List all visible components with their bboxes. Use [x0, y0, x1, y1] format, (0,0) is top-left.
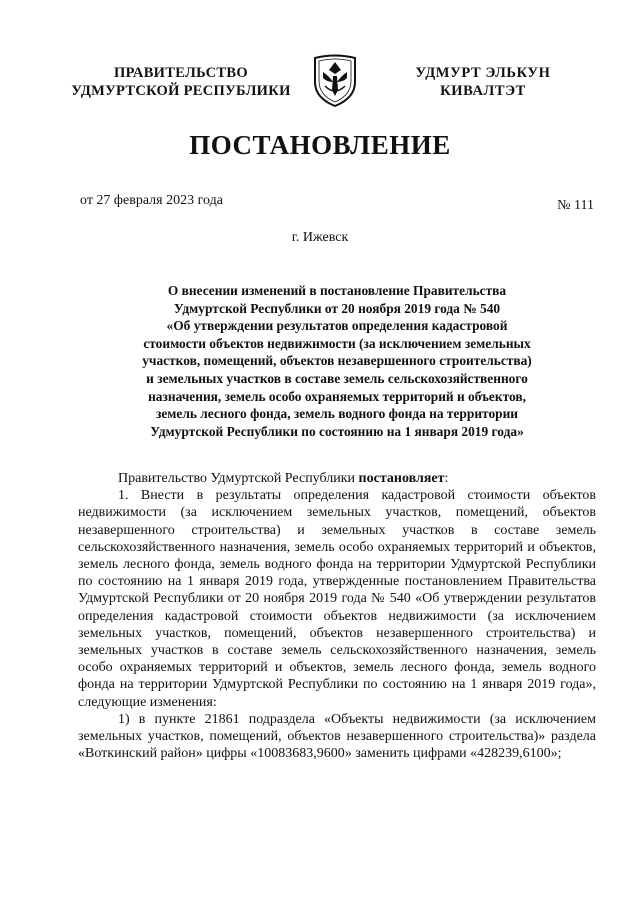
issuer-udmurt — [388, 64, 578, 100]
subject-line: участков, помещений, объектов незавершенного строительства) — [142, 353, 532, 369]
subject-line: назначения, земель особо охраняемых территорий и объектов, — [148, 388, 526, 404]
issuer-udmurt-line1: УДМУРТ ЭЛЬКУН — [415, 65, 551, 81]
coat-of-arms-icon — [311, 52, 359, 108]
document-subject — [104, 282, 570, 440]
issuer-russian-line2: УДМУРТСКОЙ РЕСПУБЛИКИ — [71, 83, 291, 99]
issuer-russian-line1: ПРАВИТЕЛЬСТВО — [114, 65, 248, 81]
subject-line: Удмуртской Республики по состоянию на 1 января 2019 года» — [150, 423, 524, 439]
document-body — [78, 470, 596, 762]
subject-line: Удмуртской Республики от 20 ноября 2019 года № 540 — [173, 300, 501, 316]
issuer-udmurt-line2: КИВАЛТЭТ — [440, 83, 526, 99]
document-number: № 111 — [557, 198, 594, 213]
subject-line: стоимости объектов недвижимости (за исключением земельных — [143, 335, 531, 351]
intro-keyword: постановляет — [358, 471, 445, 486]
subject-line: «Об утверждении результатов определения кадастровой — [166, 318, 508, 334]
subject-line: и земельных участков в составе земель сельскохозяйственного — [146, 370, 528, 386]
paragraph-1-1: 1) в пункте 21861 подраздела «Объекты недвижимости (за исключением земельных участков, помещений, объектов незавершенного строительства)» раздела «Воткинский район» цифры «10083683,9600» заменить цифрами «428239,6100»; — [78, 711, 596, 762]
issuer-russian — [62, 64, 300, 100]
document-date: от 27 февраля 2023 года — [80, 193, 223, 208]
intro-end: : — [444, 471, 449, 486]
paragraph-1: 1. Внести в результаты определения кадастровой стоимости объектов недвижимости (за исключением земельных участков, помещений, объектов незавершенного строительства) и земельных участков в составе земель сельскохозяйственного назначения, земель особо охраняемых территорий и объектов, земель лесного фонда, земель водного фонда на территории Удмуртской Республики по состоянию на 1 января 2019 года, утвержденные постановлением Правительства Удмуртской Республики от 20 ноября 2019 года № 540 «Об утверждении результатов определения кадастровой стоимости объектов недвижимости (за исключением земельных участков, помещений, объектов незавершенного строительства) и земельных участков в составе земель сельскохозяйственного назначения, земель особо охраняемых территорий и объектов, земель лесного фонда, земель водного фонда на территории Удмуртской Республики по состоянию на 1 января 2019 года», следующие изменения: — [78, 488, 596, 710]
subject-line: О внесении изменений в постановление Правительства — [167, 283, 507, 298]
intro-text: Правительство Удмуртской Республики — [118, 471, 359, 486]
document-title: ПОСТАНОВЛЕНИЕ — [189, 130, 451, 160]
subject-line: земель лесного фонда, земель водного фонда на территории — [155, 406, 519, 422]
document-city: г. Ижевск — [291, 230, 349, 245]
intro-paragraph — [78, 470, 596, 487]
